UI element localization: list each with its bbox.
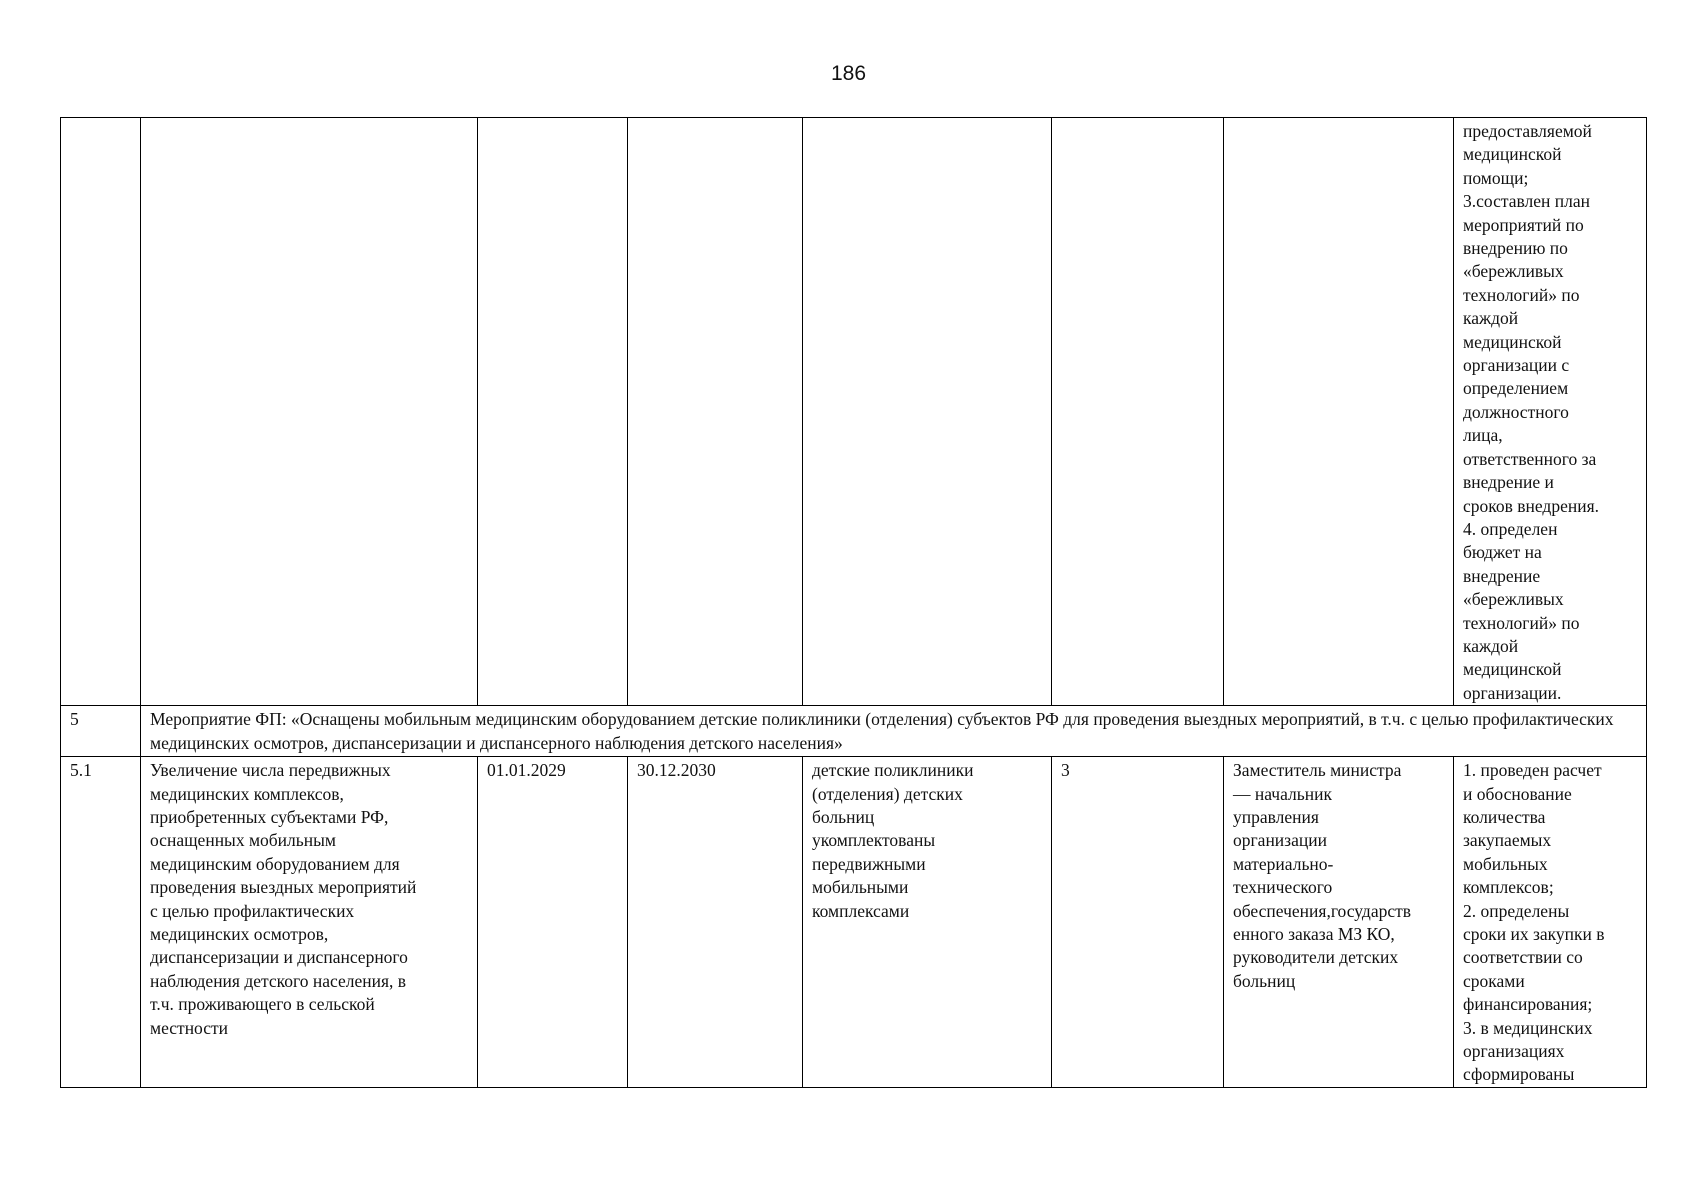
cell-responsible-empty [1224,118,1454,706]
description-cell: Увеличение числа передвижных медицинских комплексов, приобретенных субъектами РФ, оснащенных мобильным медицинским оборудованием для проведения выездных мероприятий с целью профилактических медицинских осмотров, диспансеризации и диспансерного наблюдения детского населения, в т.ч. проживающего в сельской местности [141,757,478,1088]
code-cell: 3 [1052,757,1224,1088]
cell-end-empty [628,118,803,706]
start-date-cell: 01.01.2029 [478,757,628,1088]
section-row [61,706,1647,757]
plan-table [60,117,1647,1088]
section-title-cell: Мероприятие ФП: «Оснащены мобильным медицинским оборудованием детские поликлиники (отделения) субъектов РФ для проведения выездных мероприятий, в т.ч. с целью профилактических медицинских осмотров, диспансеризации и диспансерного наблюдения детского населения» [141,706,1647,757]
end-date-cell: 30.12.2030 [628,757,803,1088]
data-row [61,757,1647,1088]
continuation-results-cell: предоставляемой медицинской помощи; 3.составлен план мероприятий по внедрению по «бережливых технологий» по каждой медицинской организации с определением должностного лица, ответственного за внедрение и сроков внедрения. 4. определен бюджет на внедрение «бережливых технологий» по каждой медицинской организации. [1454,118,1647,706]
cell-start-empty [478,118,628,706]
expected-result-cell: детские поликлиники (отделения) детских больниц укомплектованы передвижными мобильными комплексами [803,757,1052,1088]
cell-expected-empty [803,118,1052,706]
cell-code-empty [1052,118,1224,706]
section-number-cell: 5 [61,706,141,757]
cell-description-empty [141,118,478,706]
responsible-cell: Заместитель министра — начальник управления организации материально- технического обеспечения,государств енного заказа МЗ КО, руководители детских больниц [1224,757,1454,1088]
continuation-row [61,118,1647,706]
row-number-cell: 5.1 [61,757,141,1088]
cell-number-empty [61,118,141,706]
page-number: 186 [830,62,867,85]
results-cell: 1. проведен расчет и обоснование количества закупаемых мобильных комплексов; 2. определены сроки их закупки в соответствии со сроками финансирования; 3. в медицинских организациях сформированы [1454,757,1647,1088]
